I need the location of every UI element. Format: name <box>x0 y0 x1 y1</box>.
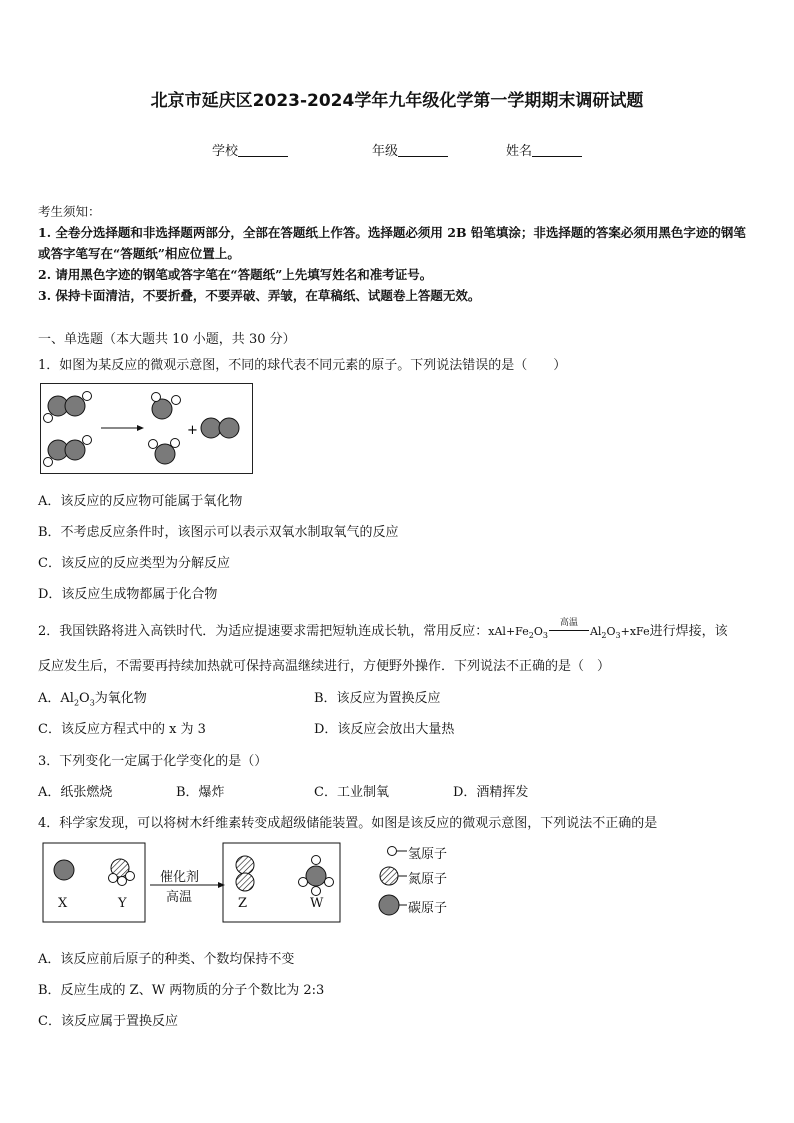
q2-option-c[interactable]: C．该反应方程式中的 x 为 3 <box>38 722 206 737</box>
q1-reaction-diagram <box>41 384 252 473</box>
q4-stem: 4．科学家发现，可以将树木纤维素转变成超级储能装置。如图是该反应的微观示意图，下列说法不正确的是 <box>38 816 658 831</box>
q1-plus: + <box>187 423 198 438</box>
q2-condition: 高温 <box>559 618 578 628</box>
q1-option-a[interactable]: A．该反应的反应物可能属于氧化物 <box>38 494 243 509</box>
legend-nitrogen: 氮原子 <box>408 872 448 887</box>
exam-title: 北京市延庆区2023-2024学年九年级化学第一学期期末调研试题 <box>150 91 644 111</box>
q1-figure <box>40 383 253 474</box>
name-blank[interactable] <box>532 144 582 157</box>
q3-option-c[interactable]: C．工业制氧 <box>314 785 389 800</box>
notice-item-2: 2. 请用黑色字迹的钢笔或答字笔在“答题纸”上先填写姓名和准考证号。 <box>38 267 433 282</box>
grade-blank[interactable] <box>398 144 448 157</box>
grade-label: 年级 <box>372 144 399 159</box>
q4-option-b[interactable]: B．反应生成的 Z、W 两物质的分子个数比为 2:3 <box>38 983 325 998</box>
q4-option-a[interactable]: A．该反应前后原子的种类、个数均保持不变 <box>38 952 295 967</box>
q3-option-d[interactable]: D．酒精挥发 <box>453 785 529 800</box>
q2-equation: $xAl+Fe_2O_3$ 高温 $Al_2O_3+xFe$ <box>488 625 649 640</box>
school-field[interactable] <box>212 140 288 159</box>
q1-option-b[interactable]: B．不考虑反应条件时，该图示可以表示双氧水制取氧气的反应 <box>38 525 399 540</box>
q2-stem-line2: 反应发生后，不需要再持续加热就可保持高温继续进行，方便野外操作．下列说法不正确的是（ ） <box>38 659 611 674</box>
q2-option-a[interactable]: A．$Al_2O_3$为氧化物 <box>38 691 147 708</box>
legend-hydrogen: 氢原子 <box>408 847 448 862</box>
q4-label-x: X <box>58 896 68 911</box>
q2-stem-before: 2．我国铁路将进入高铁时代．为适应提速要求需把短轨连成长轨，常用反应： <box>38 624 489 639</box>
q3-stem: 3．下列变化一定属于化学变化的是（） <box>38 754 268 769</box>
q1-option-d[interactable]: D．该反应生成物都属于化合物 <box>38 587 218 602</box>
section-heading: 一、单选题（本大题共 10 小题，共 30 分） <box>38 332 296 347</box>
name-label: 姓名 <box>506 144 533 159</box>
q4-option-c[interactable]: C．该反应属于置换反应 <box>38 1014 178 1029</box>
notice-item-1: 1. 全卷分选择题和非选择题两部分，全部在答题纸上作答。选择题必须用 2B 铅笔填涂；非选择题的答案必须用黑色字迹的钢笔或答字笔写在“答题纸”相应位置上。 <box>38 225 746 261</box>
q4-label-w: W <box>310 896 324 911</box>
q2-stem-after: 进行焊接，该 <box>649 624 728 639</box>
q4-label-z: Z <box>238 896 248 911</box>
q2-option-d[interactable]: D．该反应会放出大量热 <box>314 722 455 737</box>
school-label: 学校 <box>212 144 239 159</box>
q3-option-a[interactable]: A．纸张燃烧 <box>38 785 113 800</box>
q4-label-y: Y <box>118 896 127 911</box>
q4-catalyst-label: 催化剂 <box>160 870 200 885</box>
notice-heading: 考生须知： <box>38 204 101 219</box>
school-blank[interactable] <box>238 144 288 157</box>
q3-option-b[interactable]: B．爆炸 <box>176 785 225 800</box>
q4-high-temp-label: 高温 <box>166 890 193 905</box>
q2-stem <box>38 620 728 640</box>
name-field[interactable] <box>506 140 582 159</box>
q1-stem: 1．如图为某反应的微观示意图，不同的球代表不同元素的原子。下列说法错误的是（ ） <box>38 358 567 373</box>
grade-field[interactable] <box>372 140 448 159</box>
notice-item-3: 3. 保持卡面清洁，不要折叠，不要弄破、弄皱，在草稿纸、试题卷上答题无效。 <box>38 288 481 303</box>
legend-carbon: 碳原子 <box>408 901 448 916</box>
q1-option-c[interactable]: C．该反应的反应类型为分解反应 <box>38 556 230 571</box>
q2-option-b[interactable]: B．该反应为置换反应 <box>314 691 441 706</box>
